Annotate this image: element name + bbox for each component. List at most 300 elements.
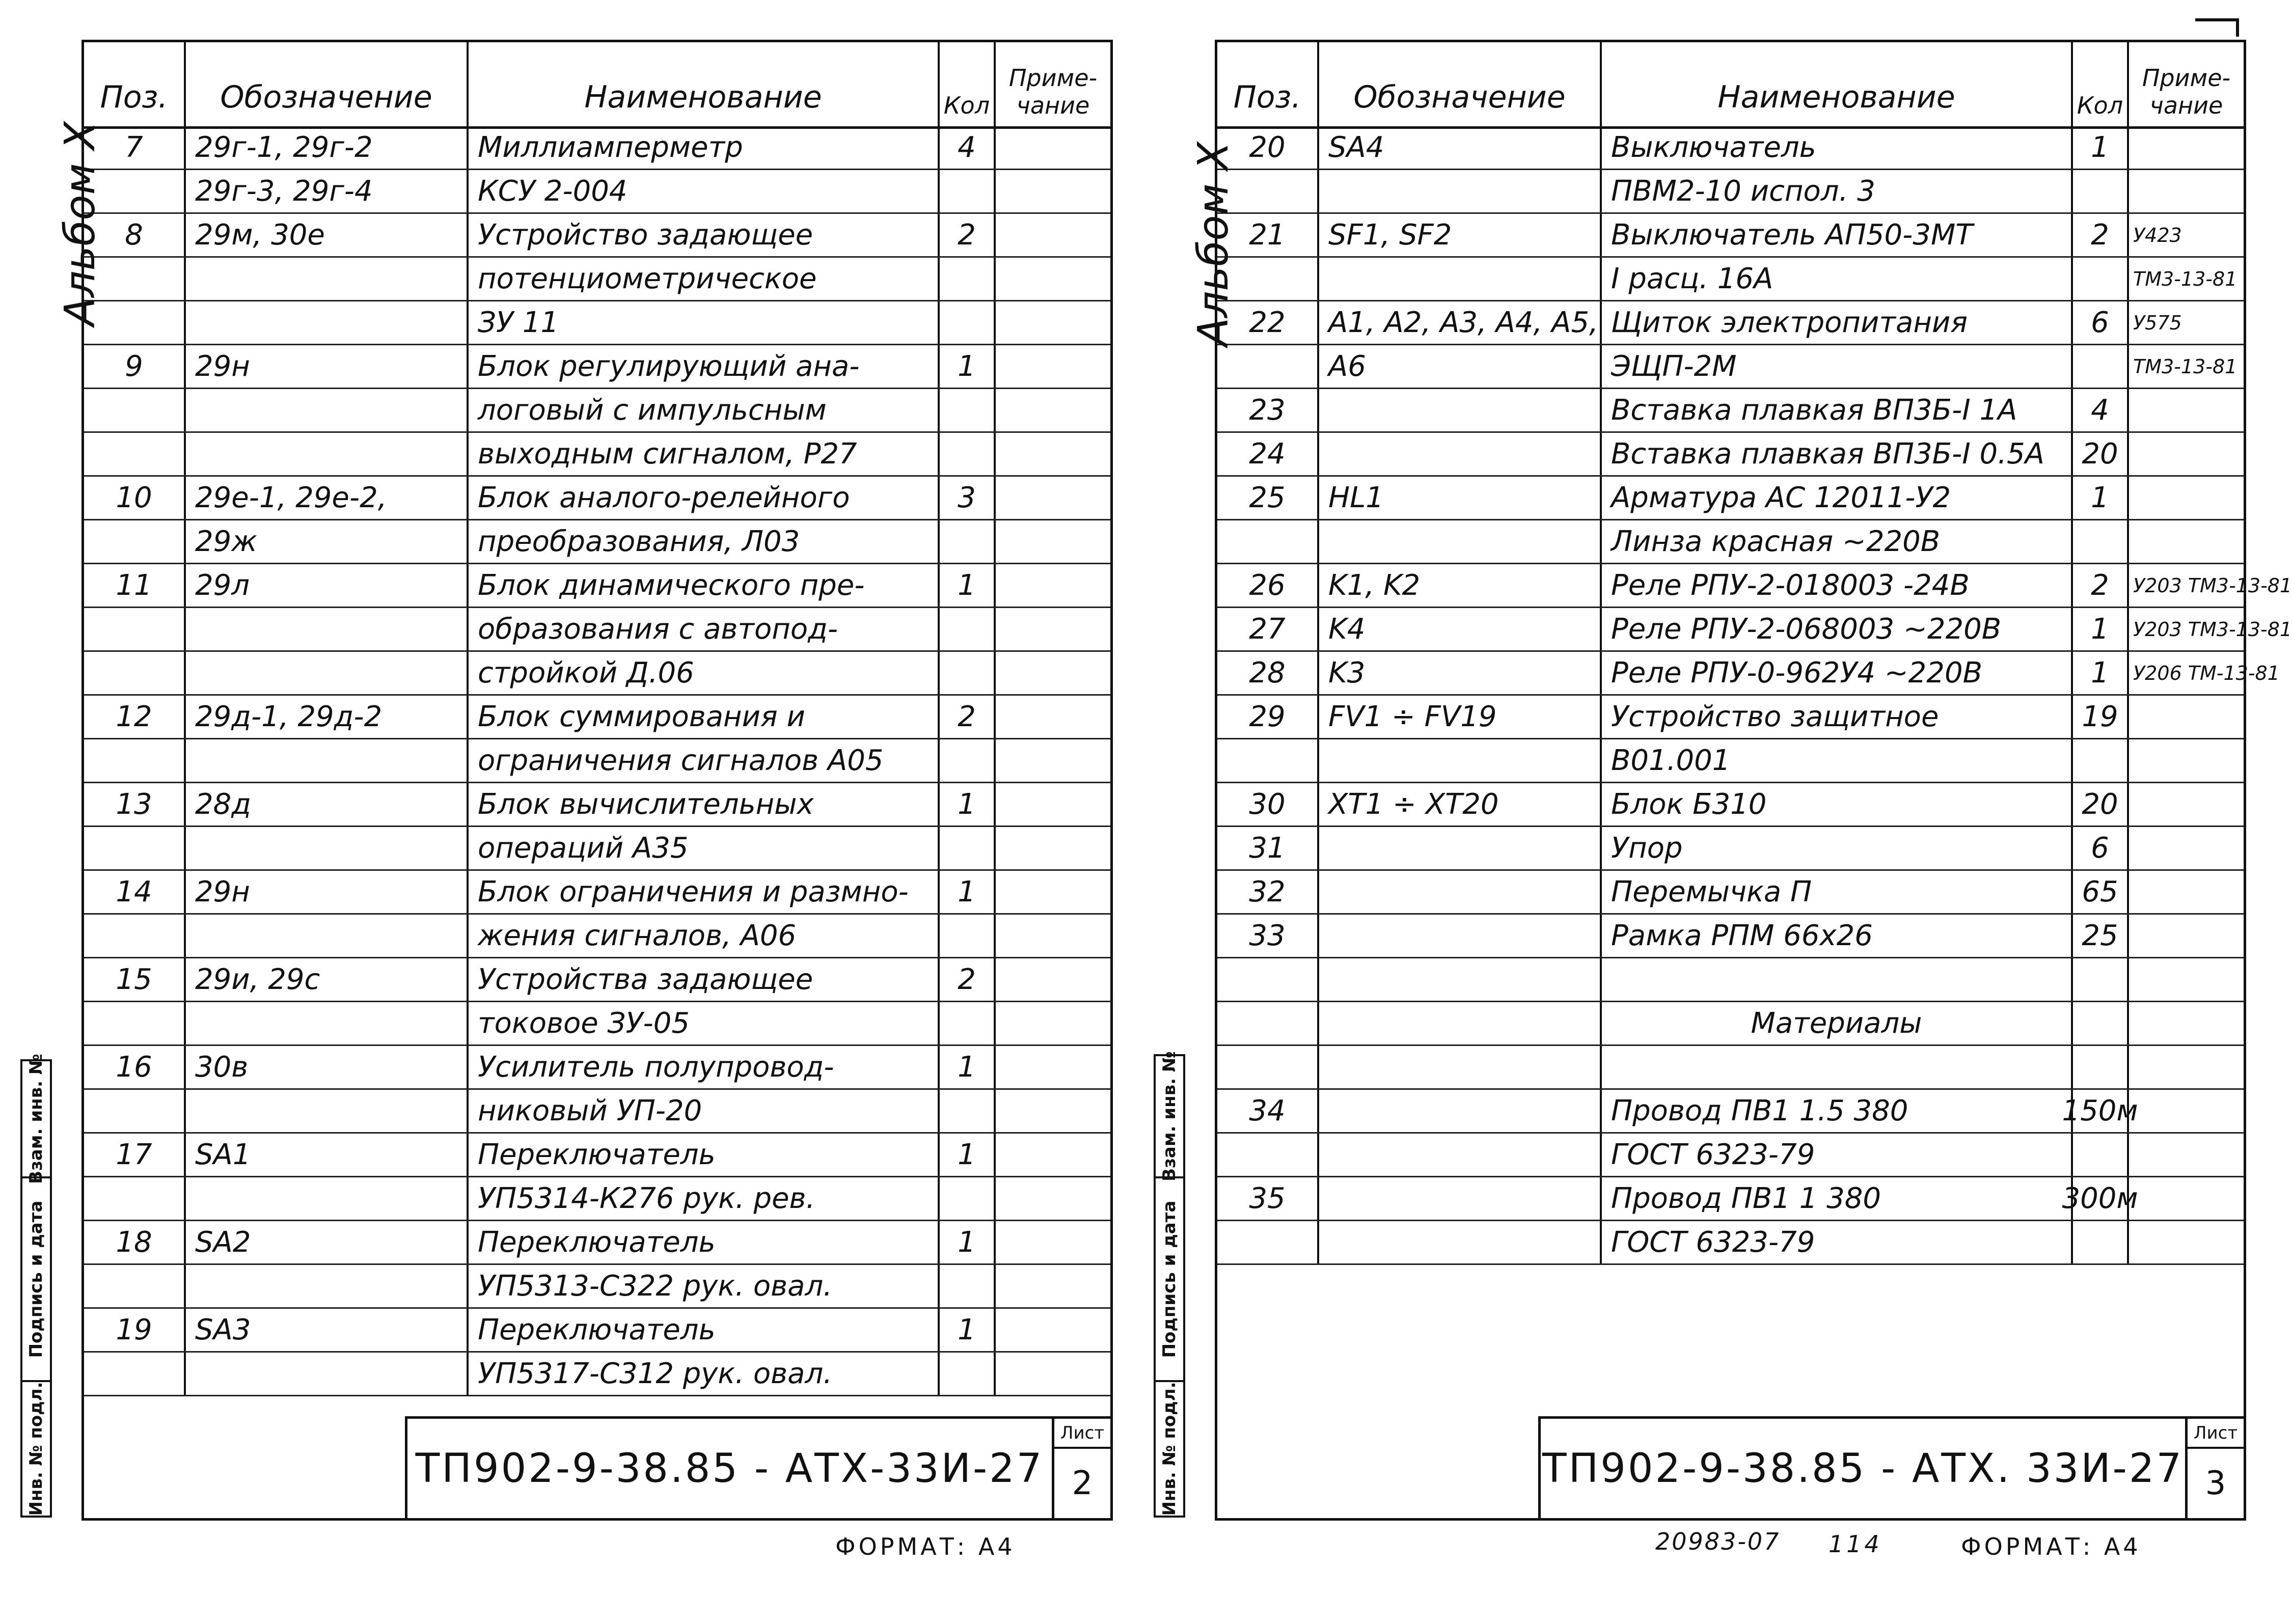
right-table-header: [1217, 42, 2244, 129]
right-sheet: [1215, 40, 2292, 1521]
cell-pos: 19: [84, 1309, 186, 1351]
cell-designation: 29н: [186, 345, 469, 388]
cell-pos: [1217, 958, 1319, 1001]
cell-note: [2129, 389, 2244, 431]
cell-pos: [1217, 1134, 1319, 1176]
format-label-right: ФОРМАТ: А4: [1961, 1533, 2141, 1560]
table-row: [1217, 477, 2244, 520]
cell-name: Блок ограничения и размно-: [469, 871, 940, 913]
cell-pos: 8: [84, 214, 186, 256]
cell-designation: [1319, 520, 1602, 563]
header-note: Приме- чание: [2142, 64, 2231, 119]
cell-note: [996, 564, 1110, 607]
cell-qty: 65: [2073, 871, 2129, 913]
table-row: [1217, 520, 2244, 564]
cell-note: [996, 520, 1110, 563]
cell-pos: 16: [84, 1046, 186, 1088]
table-row: [84, 1177, 1110, 1221]
header-pos: Поз.: [1217, 42, 1319, 126]
cell-designation: [1319, 1134, 1602, 1176]
cell-note: [996, 652, 1110, 694]
cell-designation: [186, 739, 469, 782]
cell-note: [996, 827, 1110, 869]
cell-pos: 27: [1217, 608, 1319, 650]
cell-pos: [84, 1177, 186, 1220]
cell-note: [2129, 871, 2244, 913]
sheet-number-box: [1052, 1419, 1110, 1518]
cell-qty: 1: [940, 564, 996, 607]
cell-pos: 26: [1217, 564, 1319, 607]
table-row: [84, 696, 1110, 739]
cell-note: [996, 783, 1110, 825]
cell-pos: 9: [84, 345, 186, 388]
table-row: [1217, 1221, 2244, 1265]
cell-designation: [186, 608, 469, 650]
cell-pos: 20: [1217, 126, 1319, 169]
cell-name: ГОСТ 6323-79: [1602, 1134, 2073, 1176]
sheet-number-box: [2185, 1419, 2244, 1518]
cell-designation: SA4: [1319, 126, 1602, 169]
table-row: [1217, 301, 2244, 345]
table-row: [1217, 915, 2244, 958]
cell-qty: 150м: [2073, 1090, 2129, 1132]
cell-pos: 33: [1217, 915, 1319, 957]
table-row: [1217, 564, 2292, 608]
header-qty: Кол: [2073, 42, 2129, 126]
cell-name: операций А35: [469, 827, 940, 869]
sheet-number: 3: [2205, 1465, 2226, 1502]
cell-designation: 30в: [186, 1046, 469, 1088]
table-row: [84, 301, 1110, 345]
header-note: Приме- чание: [1008, 64, 1098, 119]
cell-name: преобразования, Л03: [469, 520, 940, 563]
table-row: [1217, 345, 2244, 389]
cell-name: ЗУ 11: [469, 301, 940, 344]
cell-note: [996, 696, 1110, 738]
cell-pos: 29: [1217, 696, 1319, 738]
cell-note: [996, 126, 1110, 169]
cell-designation: [186, 433, 469, 475]
cell-designation: [1319, 827, 1602, 869]
header-name: Наименование: [469, 42, 940, 126]
cell-note: [2129, 1046, 2244, 1088]
cell-name: Вставка плавкая ВП3Б-I 1А: [1602, 389, 2073, 431]
cell-qty: [2073, 958, 2129, 1001]
right-table-body: [1217, 126, 2292, 1265]
cell-note: [996, 915, 1110, 957]
cell-designation: XT1 ÷ XT20: [1319, 783, 1602, 825]
cell-pos: 35: [1217, 1177, 1319, 1220]
cell-designation: 29е-1, 29е-2,: [186, 477, 469, 519]
cell-pos: [84, 433, 186, 475]
cell-designation: K1, K2: [1319, 564, 1602, 607]
cell-name: ограничения сигналов А05: [469, 739, 940, 782]
cell-qty: [2073, 170, 2129, 212]
side-cell-podpis-data: Подпись и дата: [22, 1178, 50, 1382]
cell-name: ГОСТ 6323-79: [1602, 1221, 2073, 1263]
sheet-label: Лист: [1054, 1419, 1110, 1449]
cell-pos: [84, 608, 186, 650]
cell-qty: 1: [940, 345, 996, 388]
album-label-right: Альбом Х: [1189, 142, 1238, 346]
cell-qty: 2: [940, 696, 996, 738]
cell-name: Миллиамперметр: [469, 126, 940, 169]
cell-note: [996, 1002, 1110, 1044]
cell-pos: 11: [84, 564, 186, 607]
cell-pos: 25: [1217, 477, 1319, 519]
cell-name: ПВМ2-10 испол. 3: [1602, 170, 2073, 212]
cell-note: [996, 214, 1110, 256]
cell-name: Устройство защитное: [1602, 696, 2073, 738]
cell-qty: [940, 915, 996, 957]
cell-note: ТМ3-13-81: [2133, 267, 2238, 290]
cell-name: Блок аналого-релейного: [469, 477, 940, 519]
cell-designation: 29г-3, 29г-4: [186, 170, 469, 212]
cell-note: [2129, 827, 2244, 869]
cell-designation: [1319, 739, 1602, 782]
cell-note: [2129, 126, 2244, 169]
cell-note: [996, 1046, 1110, 1088]
cell-qty: [940, 1265, 996, 1307]
cell-name: УП5317-С312 рук. овал.: [469, 1353, 940, 1395]
cell-designation: [1319, 170, 1602, 212]
cell-pos: [84, 520, 186, 563]
cell-designation: [186, 1002, 469, 1044]
cell-designation: [1319, 958, 1602, 1001]
cell-name: Устройство задающее: [469, 214, 940, 256]
cell-pos: [1217, 1002, 1319, 1044]
cell-qty: 1: [2073, 126, 2129, 169]
table-row: [84, 345, 1110, 389]
table-row: [84, 739, 1110, 783]
cell-pos: [84, 1265, 186, 1307]
cell-note: [996, 433, 1110, 475]
cell-designation: FV1 ÷ FV19: [1319, 696, 1602, 738]
cell-qty: 300м: [2073, 1177, 2129, 1220]
cell-name: КСУ 2-004: [469, 170, 940, 212]
cell-qty: 25: [2073, 915, 2129, 957]
cell-designation: [1319, 389, 1602, 431]
cell-pos: [84, 827, 186, 869]
cell-note: У206 ТМ-13-81: [2133, 662, 2280, 684]
cell-pos: [1217, 520, 1319, 563]
cell-name: Вставка плавкая ВП3Б-I 0.5А: [1602, 433, 2073, 475]
cell-name: Блок динамического пре-: [469, 564, 940, 607]
cell-note: [2129, 915, 2244, 957]
cell-note: [2129, 1221, 2244, 1263]
cell-pos: [84, 389, 186, 431]
cell-name: ЭЩП-2М: [1602, 345, 2073, 388]
cell-designation: 28д: [186, 783, 469, 825]
table-row: [84, 389, 1110, 433]
side-cell-vzam-inv: Взам. инв. №: [1156, 1056, 1183, 1178]
header-name: Наименование: [1602, 42, 2073, 126]
cell-qty: [2073, 258, 2129, 300]
cell-note: [996, 389, 1110, 431]
cell-pos: 17: [84, 1134, 186, 1176]
format-label-left: ФОРМАТ: А4: [835, 1533, 1016, 1560]
cell-qty: [940, 520, 996, 563]
table-row: [84, 958, 1110, 1002]
cell-note: ТМ3-13-81: [2133, 355, 2238, 378]
table-row: [84, 871, 1110, 915]
cell-qty: 1: [940, 871, 996, 913]
table-row: [1217, 214, 2244, 258]
cell-pos: [1217, 345, 1319, 388]
table-row: [84, 433, 1110, 477]
cell-name: Переключатель: [469, 1309, 940, 1351]
cell-designation: SA3: [186, 1309, 469, 1351]
cell-note: [996, 608, 1110, 650]
cell-qty: [940, 301, 996, 344]
cell-note: [2129, 1177, 2244, 1220]
table-row: [84, 564, 1110, 608]
table-row: [1217, 433, 2244, 477]
cell-designation: HL1: [1319, 477, 1602, 519]
cell-name: никовый УП-20: [469, 1090, 940, 1132]
table-row: [84, 520, 1110, 564]
cell-qty: [940, 1002, 996, 1044]
cell-note: [996, 1221, 1110, 1263]
cell-designation: 29н: [186, 871, 469, 913]
cell-name: Провод ПВ1 1.5 380: [1602, 1090, 2073, 1132]
cell-designation: SF1, SF2: [1319, 214, 1602, 256]
left-table-body: [84, 126, 1110, 1396]
cell-note: [2129, 958, 2244, 1001]
cell-qty: 1: [940, 1309, 996, 1351]
cell-qty: 6: [2073, 301, 2129, 344]
cell-pos: 7: [84, 126, 186, 169]
cell-name: УП5313-С322 рук. овал.: [469, 1265, 940, 1307]
cell-qty: 1: [2073, 477, 2129, 519]
cell-name: выходным сигналом, Р27: [469, 433, 940, 475]
cell-name: Выключатель АП50-3МТ: [1602, 214, 2073, 256]
cell-pos: [84, 1002, 186, 1044]
page-number: 114: [1829, 1530, 1882, 1558]
cell-name: потенциометрическое: [469, 258, 940, 300]
cell-note: [2129, 433, 2244, 475]
cell-pos: 14: [84, 871, 186, 913]
cell-qty: [940, 170, 996, 212]
table-row: [1217, 871, 2244, 915]
table-row: [1217, 1090, 2244, 1134]
table-row: [1217, 1134, 2244, 1177]
table-row: [1217, 258, 2244, 301]
table-row: [1217, 1177, 2244, 1221]
cell-name: Переключатель: [469, 1221, 940, 1263]
cell-name: Блок Б310: [1602, 783, 2073, 825]
table-row: [84, 1046, 1110, 1090]
table-row: [84, 1309, 1110, 1353]
cell-qty: [2073, 739, 2129, 782]
cell-designation: [186, 258, 469, 300]
cell-designation: 29г-1, 29г-2: [186, 126, 469, 169]
cell-pos: 32: [1217, 871, 1319, 913]
table-row: [1217, 170, 2244, 214]
cell-pos: 13: [84, 783, 186, 825]
cell-note: [996, 1309, 1110, 1351]
cell-name: УП5314-К276 рук. рев.: [469, 1177, 940, 1220]
cell-name: Провод ПВ1 1 380: [1602, 1177, 2073, 1220]
table-row: [84, 1221, 1110, 1265]
table-row: [84, 608, 1110, 652]
cell-pos: 31: [1217, 827, 1319, 869]
cell-note: [996, 1265, 1110, 1307]
cell-designation: [186, 1090, 469, 1132]
cell-name: Переключатель: [469, 1134, 940, 1176]
cell-designation: [186, 389, 469, 431]
cell-name: жения сигналов, А06: [469, 915, 940, 957]
table-row: [84, 170, 1110, 214]
cell-qty: [940, 389, 996, 431]
cell-qty: [940, 652, 996, 694]
cell-pos: 12: [84, 696, 186, 738]
cell-note: [2129, 520, 2244, 563]
cell-note: [2129, 1134, 2244, 1176]
cell-qty: 2: [2073, 214, 2129, 256]
cell-qty: 4: [940, 126, 996, 169]
cell-name: Блок суммирования и: [469, 696, 940, 738]
cell-qty: 1: [2073, 608, 2129, 650]
sheet-label: Лист: [2188, 1419, 2244, 1449]
cell-pos: [84, 1090, 186, 1132]
table-row: [1217, 389, 2244, 433]
cell-qty: [2073, 1002, 2129, 1044]
right-title-block: [1538, 1416, 2244, 1518]
cell-note: [996, 958, 1110, 1001]
cell-pos: [84, 1353, 186, 1395]
side-cell-inv-podl: Инв. № подл.: [1159, 1382, 1180, 1516]
cell-pos: [1217, 1221, 1319, 1263]
left-sheet: [81, 40, 1113, 1521]
left-side-stamp: [20, 1054, 52, 1518]
cell-name: Щиток электропитания: [1602, 301, 2073, 344]
cell-pos: 10: [84, 477, 186, 519]
table-row: [84, 258, 1110, 301]
table-row: [84, 783, 1110, 827]
cell-name: Упор: [1602, 827, 2073, 869]
cell-designation: [1319, 915, 1602, 957]
cell-note: [2129, 1002, 2244, 1044]
cell-designation: A1, A2, A3, A4, A5,: [1319, 301, 1602, 344]
cell-qty: 6: [2073, 827, 2129, 869]
cell-qty: 4: [2073, 389, 2129, 431]
cell-note: [2129, 477, 2244, 519]
cell-name: токовое ЗУ-05: [469, 1002, 940, 1044]
cell-name: стройкой Д.06: [469, 652, 940, 694]
cell-designation: K4: [1319, 608, 1602, 650]
cell-qty: 1: [2073, 652, 2129, 694]
cell-note: [996, 477, 1110, 519]
side-cell-vzam-inv: Взам. инв. №: [22, 1061, 50, 1178]
cell-designation: [1319, 433, 1602, 475]
cell-pos: 28: [1217, 652, 1319, 694]
cell-note: У203 ТМ3-13-81: [2133, 574, 2292, 597]
cell-qty: 1: [940, 1134, 996, 1176]
cell-note: У575: [2133, 311, 2182, 334]
cell-designation: A6: [1319, 345, 1602, 388]
corner-mark: [2195, 18, 2239, 37]
cell-designation: 29л: [186, 564, 469, 607]
table-row: [1217, 1046, 2244, 1090]
cell-name: Перемычка П: [1602, 871, 2073, 913]
header-designation: Обозначение: [1319, 42, 1602, 126]
table-row: [84, 1265, 1110, 1309]
cell-qty: 19: [2073, 696, 2129, 738]
cell-pos: 24: [1217, 433, 1319, 475]
cell-note: [996, 345, 1110, 388]
table-row: [84, 827, 1110, 871]
table-row: [1217, 827, 2244, 871]
cell-name: I расц. 16А: [1602, 258, 2073, 300]
cell-pos: 34: [1217, 1090, 1319, 1132]
cell-qty: [2073, 345, 2129, 388]
cell-designation: SA1: [186, 1134, 469, 1176]
cell-qty: 1: [940, 1221, 996, 1263]
cell-designation: [186, 652, 469, 694]
header-qty: Кол: [940, 42, 996, 126]
cell-name: логовый с импульсным: [469, 389, 940, 431]
cell-qty: [2073, 1221, 2129, 1263]
cell-note: У203 ТМ3-13-81: [2133, 618, 2292, 641]
document-number: 20983-07: [1655, 1528, 1781, 1555]
cell-name: Материалы: [1602, 1002, 2073, 1044]
cell-note: [2129, 170, 2244, 212]
cell-name: Блок вычислительных: [469, 783, 940, 825]
cell-note: [996, 301, 1110, 344]
cell-designation: 29ж: [186, 520, 469, 563]
cell-pos: [1217, 739, 1319, 782]
cell-qty: 20: [2073, 783, 2129, 825]
cell-designation: [186, 301, 469, 344]
cell-qty: 2: [2073, 564, 2129, 607]
cell-qty: [940, 258, 996, 300]
cell-note: [2129, 696, 2244, 738]
table-row: [84, 214, 1110, 258]
cell-note: [2129, 783, 2244, 825]
cell-qty: 1: [940, 1046, 996, 1088]
cell-name: Арматура АС 12011-У2: [1602, 477, 2073, 519]
cell-name: Выключатель: [1602, 126, 2073, 169]
cell-note: [996, 1134, 1110, 1176]
album-label-left: Альбом Х: [56, 121, 104, 326]
cell-designation: [1319, 1177, 1602, 1220]
table-row: [84, 1090, 1110, 1134]
cell-qty: [940, 608, 996, 650]
document-code: ТП902-9-38.85 - АТХ. 33И-27: [1542, 1445, 2184, 1492]
cell-designation: [186, 915, 469, 957]
cell-qty: [940, 433, 996, 475]
cell-pos: [84, 652, 186, 694]
table-row: [84, 1134, 1110, 1177]
table-row: [84, 1353, 1110, 1396]
cell-name: Усилитель полупровод-: [469, 1046, 940, 1088]
cell-pos: [1217, 1046, 1319, 1088]
cell-designation: SA2: [186, 1221, 469, 1263]
cell-qty: [940, 1177, 996, 1220]
cell-designation: [1319, 1221, 1602, 1263]
cell-qty: [940, 1353, 996, 1395]
cell-designation: [1319, 1046, 1602, 1088]
cell-note: [996, 1090, 1110, 1132]
cell-note: [996, 170, 1110, 212]
cell-qty: [940, 827, 996, 869]
cell-name: В01.001: [1602, 739, 2073, 782]
cell-note: [996, 871, 1110, 913]
cell-designation: [186, 1353, 469, 1395]
table-row: [1217, 1002, 2244, 1046]
cell-designation: [186, 1177, 469, 1220]
